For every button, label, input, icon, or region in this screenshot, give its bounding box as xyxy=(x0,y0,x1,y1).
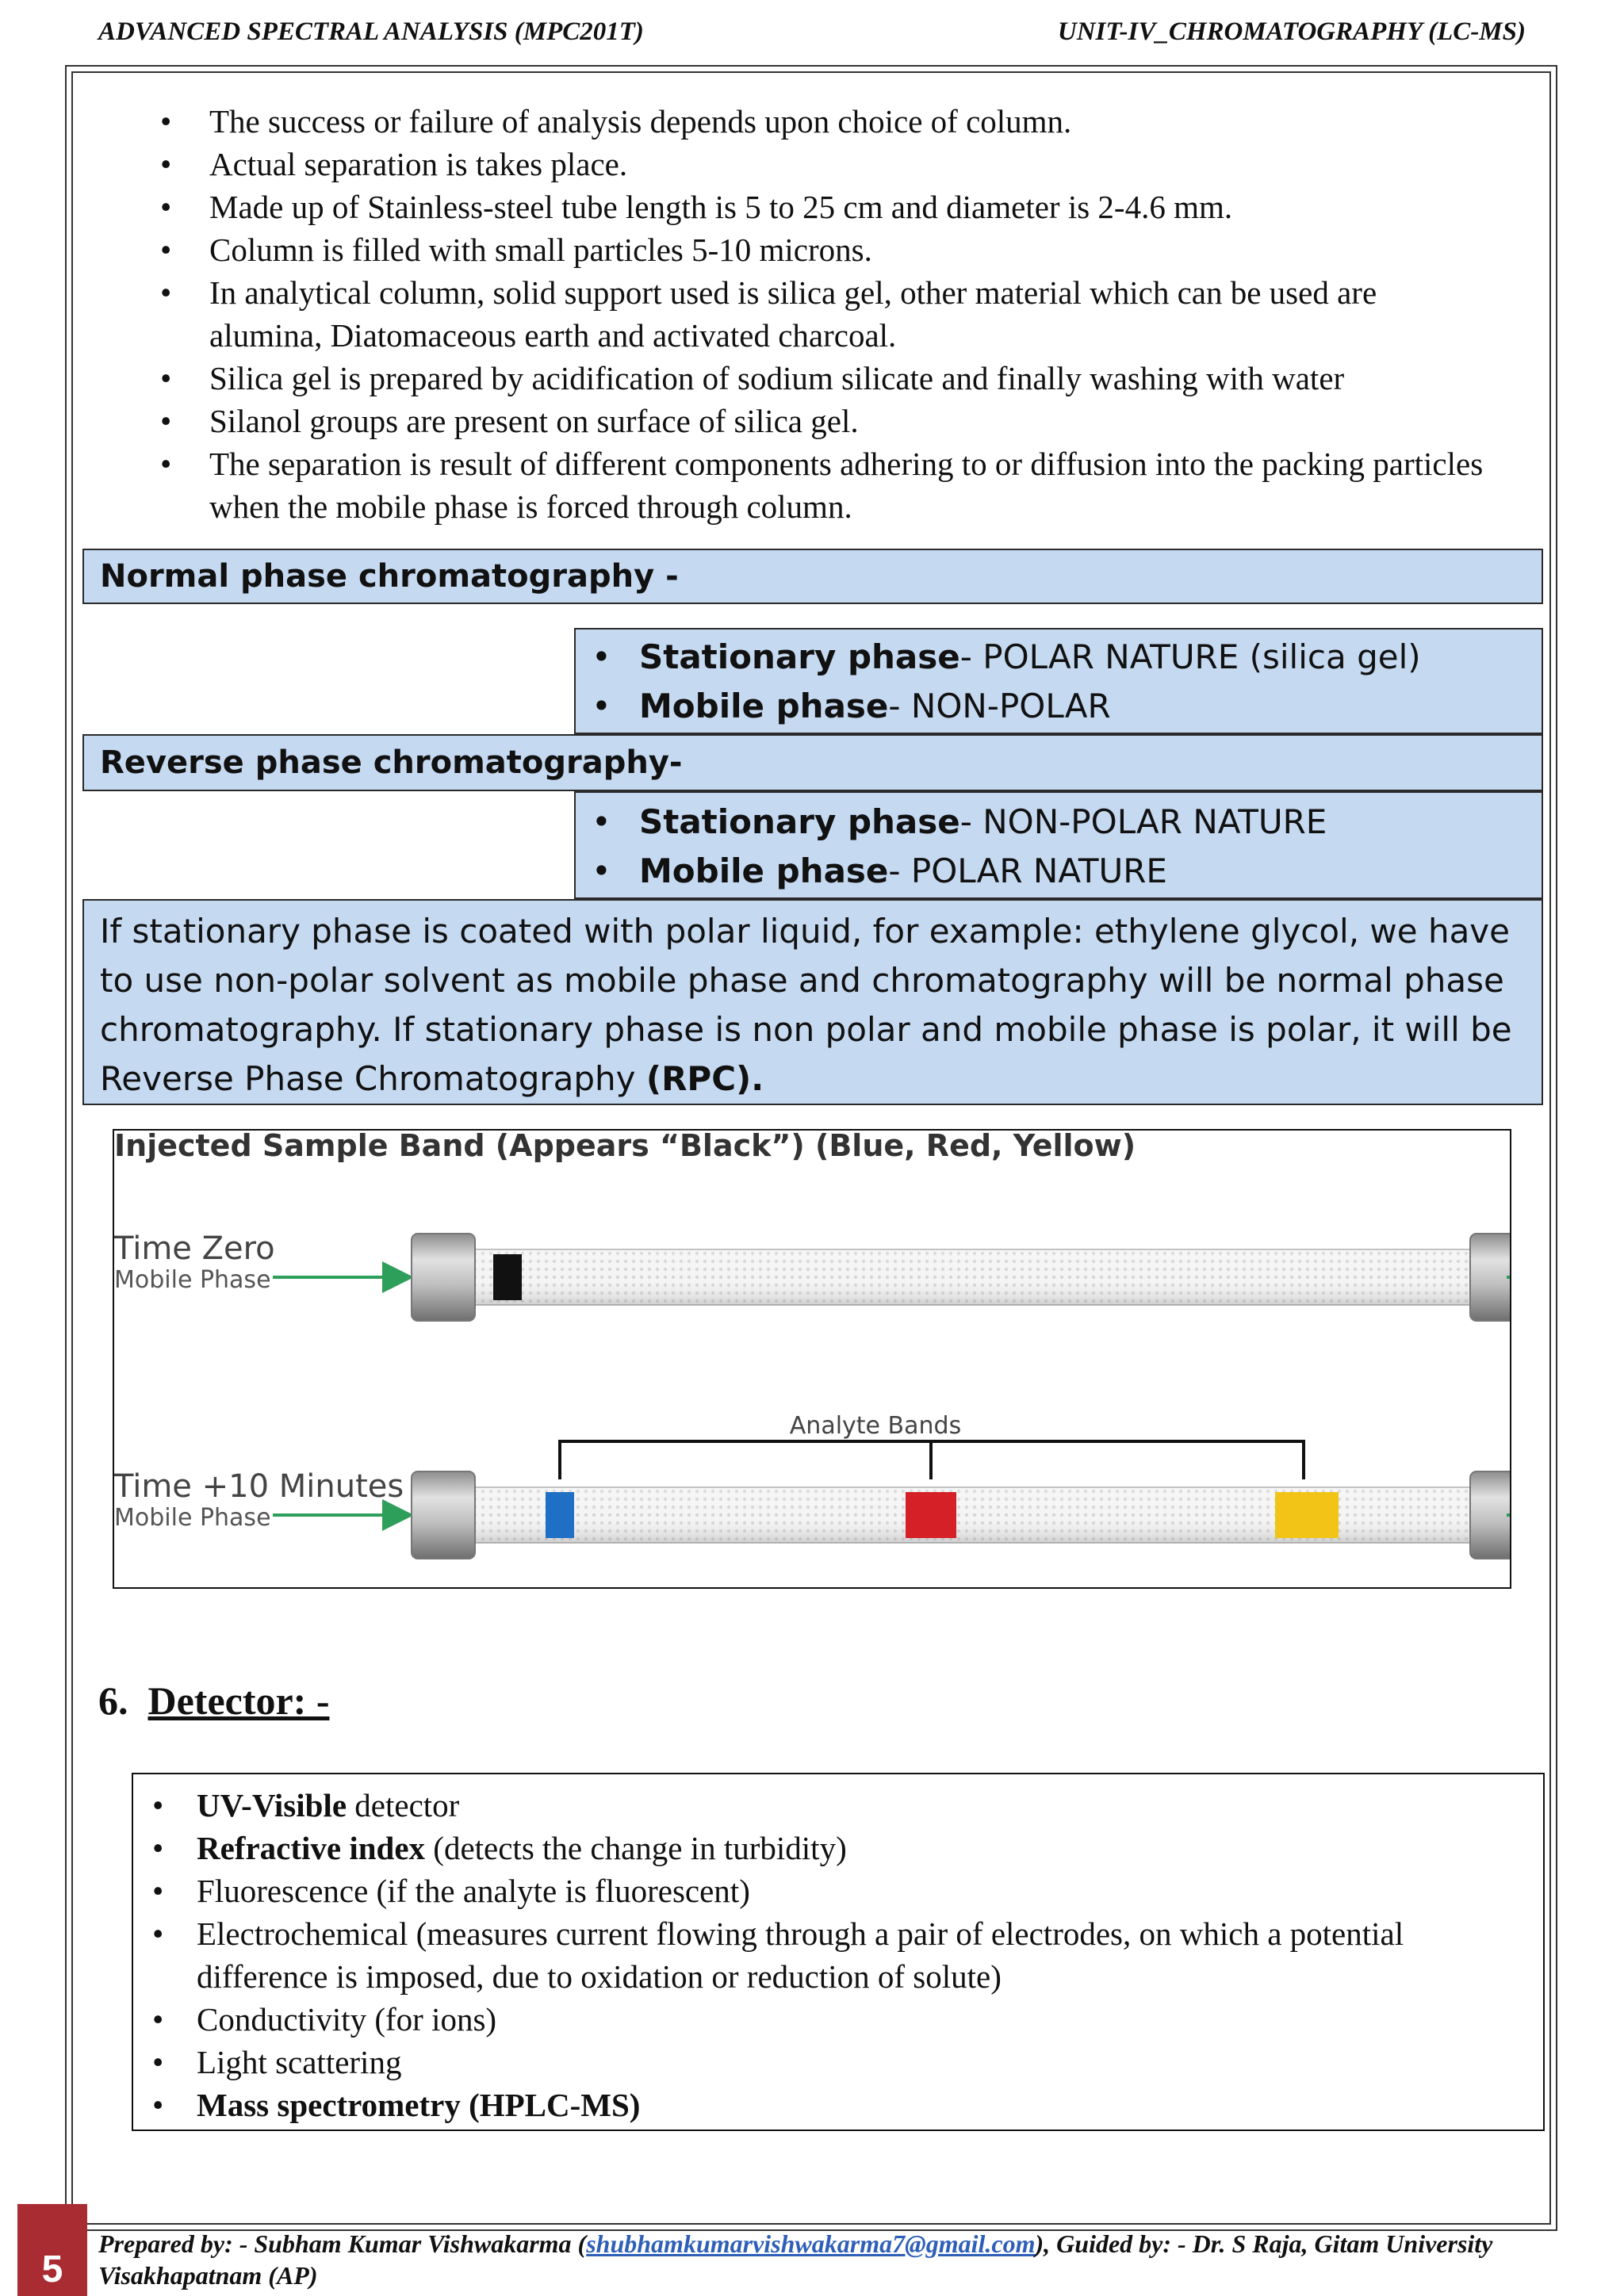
item-text: detector xyxy=(347,1787,460,1823)
item-text: Fluorescence (if the analyte is fluorescent) xyxy=(197,1873,750,1909)
list-item: • Silanol groups are present on surface of silica gel. xyxy=(98,400,1494,442)
stationary-value: - NON-POLAR NATURE xyxy=(959,802,1327,841)
column-bullet-list xyxy=(98,100,1494,528)
list-item xyxy=(133,1998,1543,2041)
phase-note-bold: (RPC). xyxy=(645,1059,764,1098)
column-time-ten xyxy=(412,1471,1510,1559)
detector-list-box xyxy=(132,1773,1545,2131)
list-item xyxy=(133,1869,1543,1912)
item-text: (detects the change in turbidity) xyxy=(425,1830,847,1866)
item-text: Conductivity (for ions) xyxy=(197,2001,497,2038)
footer-prefix: Prepared by: - Subham Kumar Vishwakarma ( xyxy=(98,2229,587,2258)
list-item: • Made up of Stainless-steel tube length is 5 to 25 cm and diameter is 2-4.6 mm. xyxy=(98,186,1494,228)
page-number: 5 xyxy=(17,2204,87,2296)
row1-label: Time Zero xyxy=(114,1230,275,1267)
list-item xyxy=(133,1912,1543,1998)
column-time-zero xyxy=(412,1234,1510,1321)
stationary-value: - POLAR NATURE (silica gel) xyxy=(959,637,1421,676)
normal-mobile-item xyxy=(576,682,1542,731)
reverse-phase-title: Reverse phase chromatography- xyxy=(100,744,683,781)
list-item xyxy=(133,2084,1543,2126)
normal-phase-title: Normal phase chromatography - xyxy=(100,558,679,595)
red-band xyxy=(906,1492,956,1538)
mobile-label: Mobile phase xyxy=(639,687,889,725)
list-item: • Silica gel is prepared by acidification of sodium silicate and finally washing with water xyxy=(98,357,1494,400)
list-item: • Column is filled with small particles 5-10 microns. xyxy=(98,228,1494,271)
list-item: • In analytical column, solid support used is silica gel, other material which can be used are alumina, Diatomaceous earth and activated charcoal. xyxy=(98,271,1494,357)
footer xyxy=(98,2228,1557,2291)
list-item xyxy=(133,2041,1543,2084)
phase-note xyxy=(82,899,1543,1105)
column-separation-diagram xyxy=(113,1129,1511,1589)
row2-sublabel: Mobile Phase xyxy=(114,1504,271,1532)
blue-band xyxy=(546,1492,574,1538)
mobile-value: - POLAR NATURE xyxy=(888,851,1167,890)
item-text: Electrochemical (measures current flowing through a pair of electrodes, on which a potential difference is imposed, due to oxidation or reduction of solute) xyxy=(197,1915,1404,1995)
detector-heading xyxy=(98,1678,329,1724)
phase-note-text: If stationary phase is coated with polar liquid, for example: ethylene glycol, we have to use non-polar solvent as mobile phase and chromatography will be normal phase chromatography. If stationary phase is non polar and mobile phase is polar, it will be Reverse Phase Chromatography xyxy=(100,912,1512,1098)
list-item xyxy=(133,1827,1543,1869)
reverse-stationary-item xyxy=(576,798,1542,847)
header-left: ADVANCED SPECTRAL ANALYSIS (MPC201T) xyxy=(98,17,644,46)
list-item: • The separation is result of different components adhering to or diffusion into the packing particles when the mobile phase is forced through column. xyxy=(98,442,1494,528)
header-right: UNIT-IV_CHROMATOGRAPHY (LC-MS) xyxy=(1057,17,1526,46)
row1-sublabel: Mobile Phase xyxy=(114,1266,271,1294)
reverse-phase-heading xyxy=(82,734,1543,791)
item-bold: Refractive index xyxy=(197,1830,426,1866)
yellow-band xyxy=(1275,1492,1339,1538)
diagram-title: Injected Sample Band (Appears “Black”) (Blue, Red, Yellow) xyxy=(114,1131,1136,1163)
mobile-value: - NON-POLAR xyxy=(888,687,1111,725)
normal-stationary-item xyxy=(576,633,1542,682)
normal-phase-details xyxy=(574,628,1543,734)
reverse-phase-details xyxy=(574,791,1543,899)
list-item xyxy=(133,1784,1543,1827)
list-item: • Actual separation is takes place. xyxy=(98,143,1494,186)
stationary-label: Stationary phase xyxy=(639,802,960,841)
footer-email-link[interactable]: shubhamkumarvishwakarma7@gmail.com xyxy=(586,2229,1036,2258)
analyte-bands-label: Analyte Bands xyxy=(789,1412,962,1440)
list-item: • The success or failure of analysis depends upon choice of column. xyxy=(98,100,1494,143)
item-bold: Mass spectrometry (HPLC-MS) xyxy=(197,2087,641,2123)
detector-number: 6. xyxy=(98,1678,128,1723)
normal-phase-heading xyxy=(82,549,1543,604)
reverse-mobile-item xyxy=(576,847,1542,896)
footer-suffix: ), Guided by: - Dr. S Raja, Gitam University Visakhapatnam (AP) xyxy=(98,2229,1493,2290)
item-text: Light scattering xyxy=(197,2044,402,2080)
black-band xyxy=(493,1254,522,1300)
stationary-label: Stationary phase xyxy=(639,637,960,676)
mobile-label: Mobile phase xyxy=(639,851,889,890)
row2-label: Time +10 Minutes xyxy=(114,1468,404,1505)
detector-title: Detector: - xyxy=(147,1678,330,1723)
item-bold: UV-Visible xyxy=(197,1787,347,1823)
diagram-svg xyxy=(114,1131,1510,1587)
